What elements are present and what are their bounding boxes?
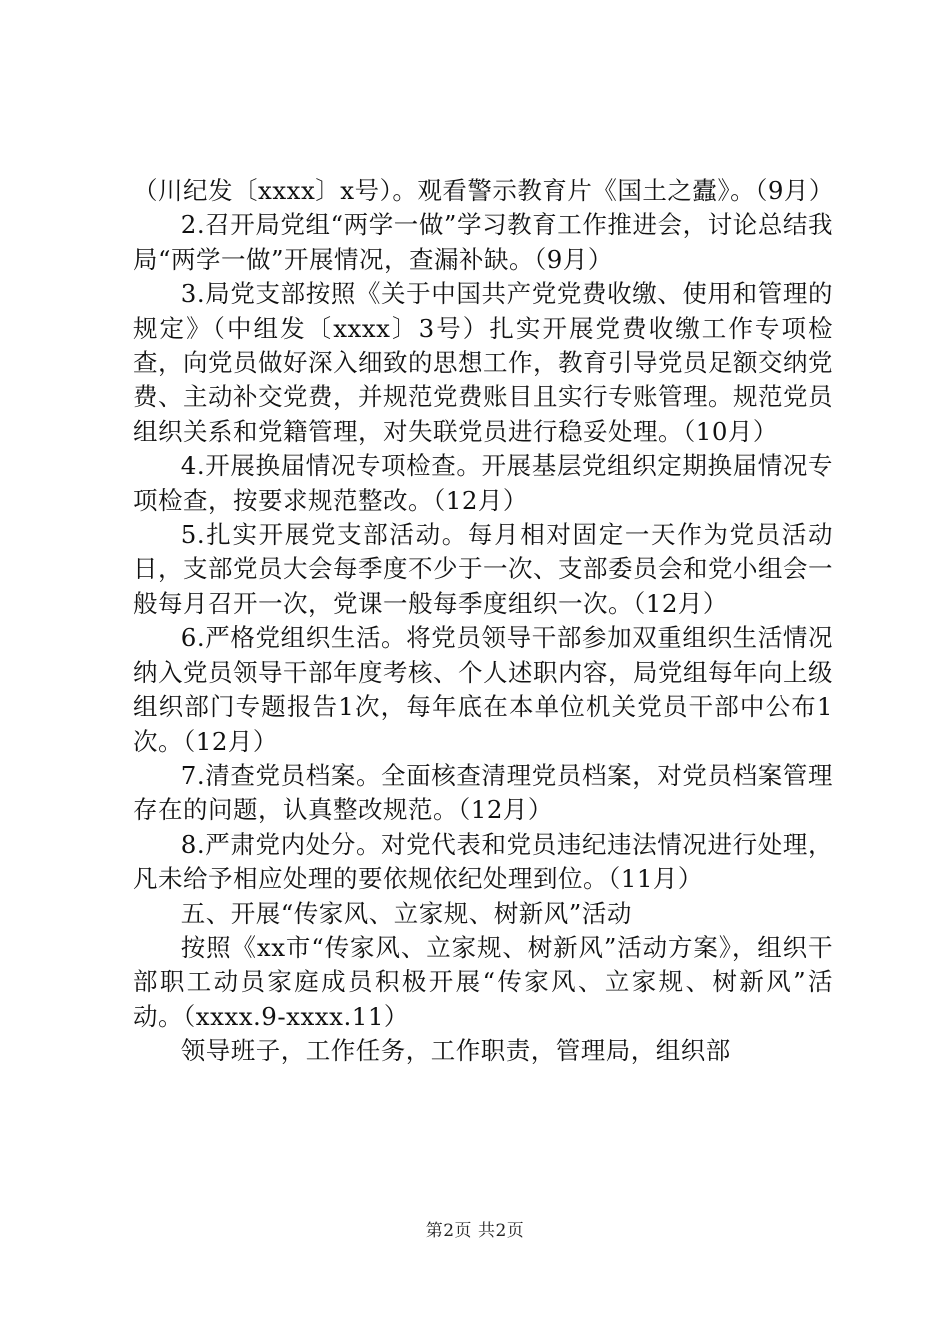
paragraph-item-4: 4.开展换届情况专项检查。开展基层党组织定期换届情况专项检查，按要求规范整改。（12月） xyxy=(133,451,833,515)
keywords-line: 领导班子，工作任务，工作职责，管理局，组织部 xyxy=(180,1036,731,1066)
paragraph-item-5: 5.扎实开展党支部活动。每月相对固定一天作为党员活动日，支部党员大会每季度不少于一次、支部委员会和党小组会一般每月召开一次，党课一般每季度组织一次。（12月） xyxy=(133,520,833,618)
section-heading-5: 五、开展“传家风、立家规、树新风”活动 xyxy=(180,898,632,928)
paragraph-section-5-body: 按照《xx市“传家风、立家规、树新风”活动方案》，组织干部职工动员家庭成员积极开展“传家风、立家规、树新风”活动。（xxxx.9-xxxx.11） xyxy=(133,932,833,1031)
paragraph-item-6: 6.严格党组织生活。将党员领导干部参加双重组织生活情况纳入党员领导干部年度考核、个人述职内容，局党组每年向上级组织部门专题报告1次，每年底在本单位机关党员干部中公布1次。（12月） xyxy=(133,623,833,756)
document-body xyxy=(133,174,833,1069)
paragraph-item-8: 8.严肃党内处分。对党代表和党员违纪违法情况进行处理，凡未给予相应处理的要依规依纪处理到位。（11月） xyxy=(133,829,833,894)
paragraph-continuation: （川纪发〔xxxx〕x号）。观看警示教育片《国土之蠹》。（9月） xyxy=(133,176,834,205)
paragraph-item-7: 7.清查党员档案。全面核查清理党员档案，对党员档案管理存在的问题，认真整改规范。（12月） xyxy=(133,760,833,825)
paragraph-item-3: 3.局党支部按照《关于中国共产党党费收缴、使用和管理的规定》（中组发〔xxxx〕3号）扎实开展党费收缴工作专项检查，向党员做好深入细致的思想工作，教育引导党员足额交纳党费、主动补交党费，并规范党费账目且实行专账管理。规范党员组织关系和党籍管理，对失联党员进行稳妥处理。（10月） xyxy=(133,279,833,446)
page-number: 第2页 共2页 xyxy=(425,1221,525,1241)
paragraph-item-2: 2.召开局党组“两学一做”学习教育工作推进会，讨论总结我局“两学一做”开展情况，查漏补缺。（9月） xyxy=(133,210,833,274)
